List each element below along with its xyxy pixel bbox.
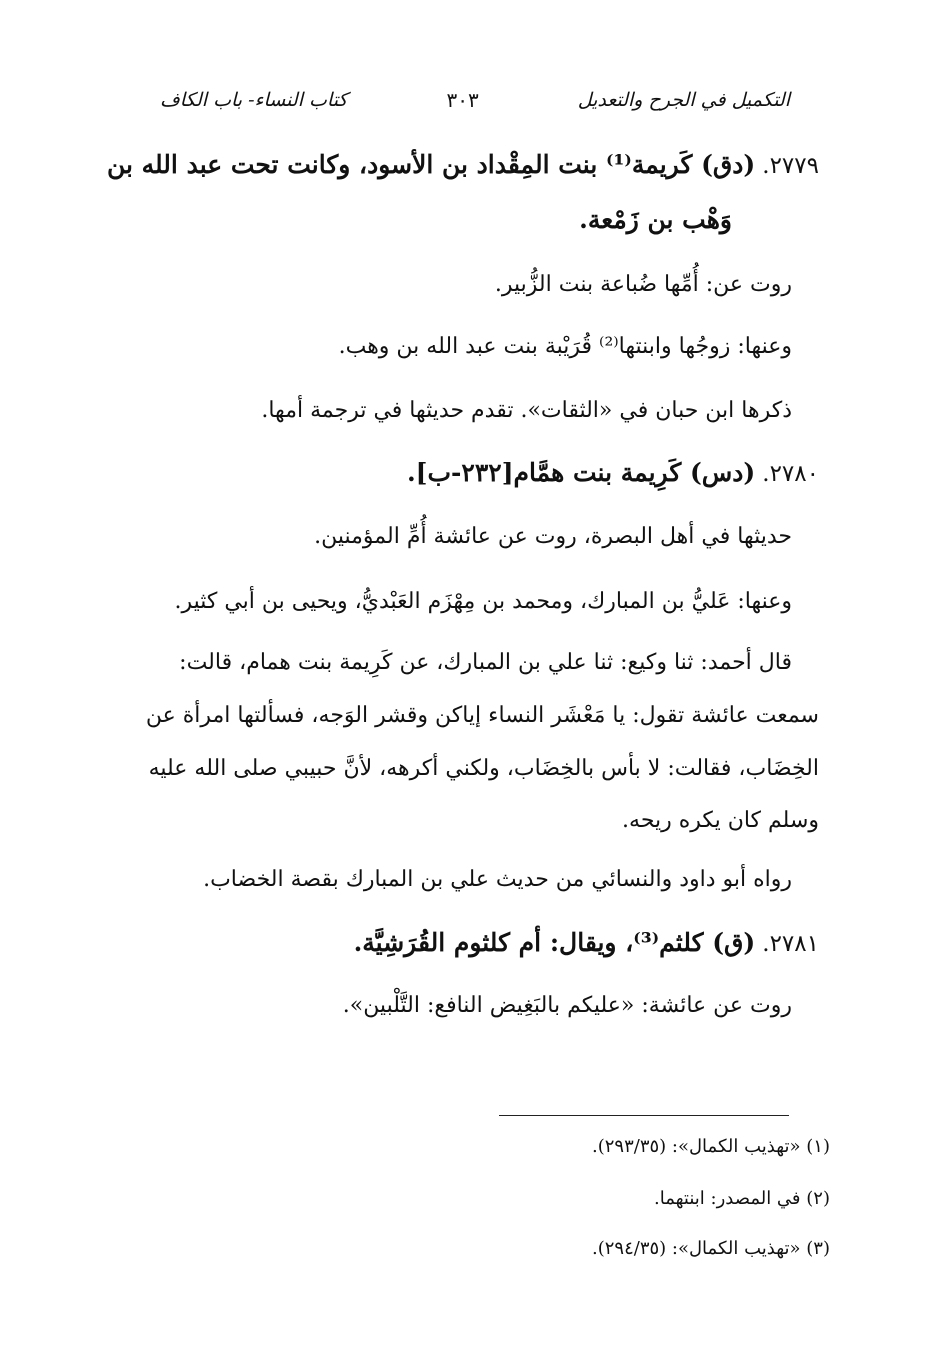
entry-2780-line2: وعنها: عَليُّ بن المبارك، ومحمد بن مِهْزَم العَبْديُّ، ويحيى بن أبي كثير.: [174, 589, 792, 614]
entry-2781-title-line1: [354, 928, 819, 957]
entry-2779-line1: روت عن: أُمِّها ضُباعة بنت الزُّبير.: [494, 272, 792, 297]
entry-2779-number: ٢٧٧٩.: [762, 153, 819, 179]
entry-2779-title: (دق) كَريمة⁽¹⁾ بنت المِقْداد بن الأسود، وكانت تحت عبد الله بن: [106, 150, 756, 179]
entry-2780-title: (دس) كَرِيمة بنت همَّام[٢٣٢-ب].: [406, 458, 756, 487]
page-number: ٣٠٣: [446, 88, 479, 112]
entry-2779-line2: وعنها: زوجُها وابنتها⁽²⁾ قُرَيْبة بنت عبد الله بن وهب.: [338, 334, 792, 359]
entry-2780-title-line1: [407, 458, 819, 487]
footnote-3: (٣) «تهذيب الكمال»: (٢٩٤/٣٥).: [592, 1238, 830, 1259]
entry-2780-line6: وسلم كان يكره ريحه.: [622, 808, 819, 833]
entry-2779-title-line1: [107, 150, 819, 179]
entry-2780-line4: سمعت عائشة تقول: يا مَعْشَر النساء إياكن وقشر الوَجه، فسألتها امرأة عن: [145, 703, 819, 728]
entry-2779-title-line2: وَهْب بن زَمْعة.: [579, 205, 732, 234]
footnote-divider: [499, 1115, 789, 1116]
entry-2780-number: ٢٧٨٠.: [762, 461, 819, 487]
entry-2781-number: ٢٧٨١.: [762, 931, 819, 957]
entry-2781-line1: روت عن عائشة: «عليكم بالبَغِيض النافع: التَّلْبين».: [342, 993, 792, 1018]
header-book-title: التكميل في الجرح والتعديل: [577, 89, 790, 111]
entry-2780-line7: رواه أبو داود والنسائي من حديث علي بن المبارك بقصة الخضاب.: [203, 867, 792, 892]
running-header: [160, 88, 790, 112]
header-chapter: كتاب النساء- باب الكاف: [160, 89, 348, 111]
entry-2780-line5: الخِضَاب، فقالت: لا بأس بالخِضَاب، ولكني أكرهه، لأنَّ حبيبي صلى الله عليه: [148, 756, 819, 781]
entry-2779-line3: ذكرها ابن حبان في «الثقات». تقدم حديثها في ترجمة أمها.: [261, 398, 792, 423]
footnote-1: (١) «تهذيب الكمال»: (٢٩٣/٣٥).: [592, 1136, 830, 1157]
footnote-2: (٢) في المصدر: ابنتهما.: [654, 1188, 830, 1209]
entry-2780-line1: حديثها في أهل البصرة، روت عن عائشة أُمِّ المؤمنين.: [314, 524, 792, 549]
entry-2780-line3: قال أحمد: ثنا وكيع: ثنا علي بن المبارك، عن كَرِيمة بنت همام، قالت:: [179, 650, 792, 675]
entry-2781-title: (ق) كلثم⁽³⁾، ويقال: أم كلثوم القُرَشِيَّة.: [353, 928, 756, 957]
